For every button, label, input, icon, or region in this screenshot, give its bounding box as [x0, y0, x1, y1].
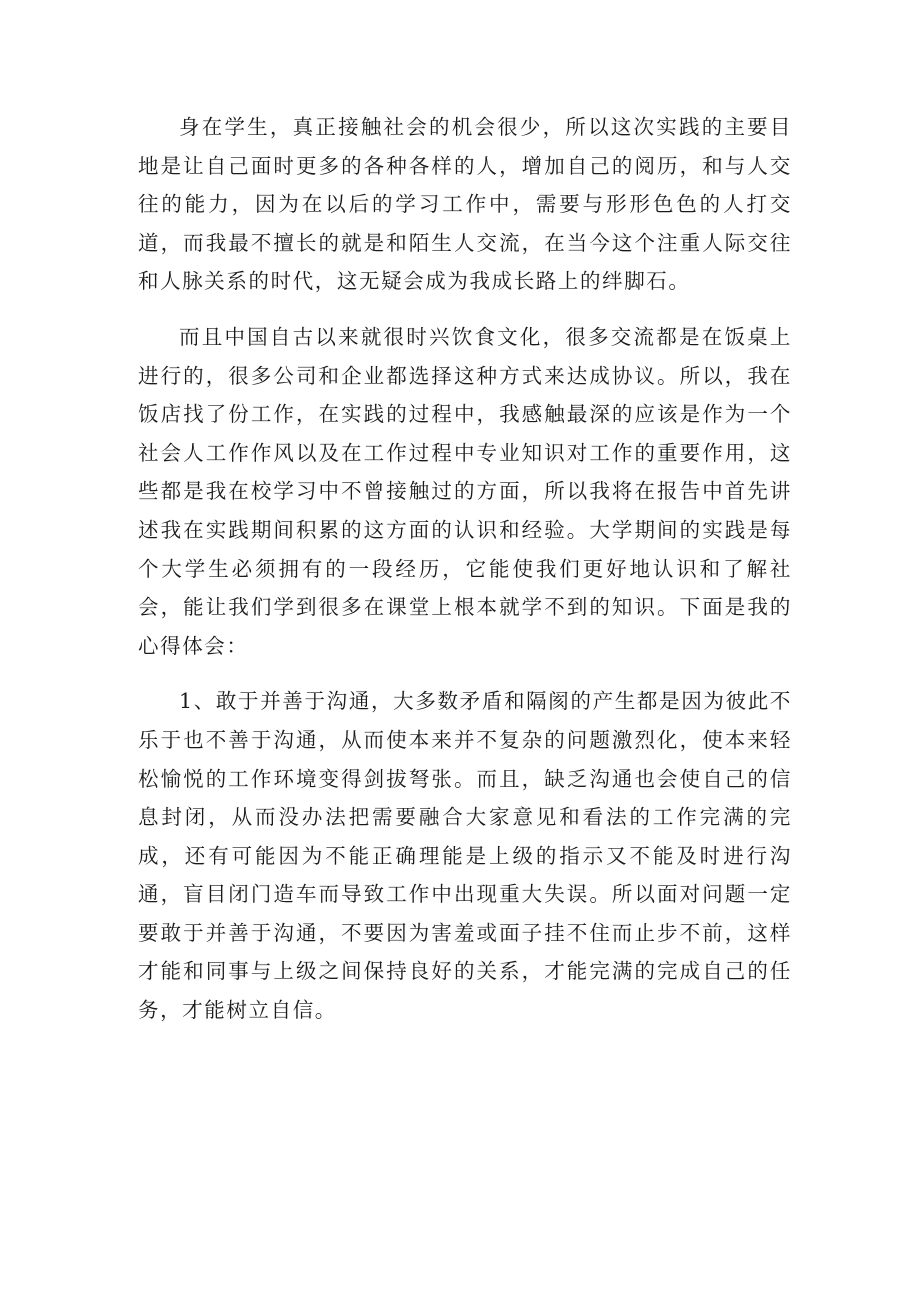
- paragraph-communication: 1、敢于并善于沟通，大多数矛盾和隔阂的产生都是因为彼此不乐于也不善于沟通，从而使本来并不复杂的问题激烈化，使本来轻松愉悦的工作环境变得剑拔弩张。而且，缺乏沟通也会使自己的信息封闭，从而没办法把需要融合大家意见和看法的工作完满的完成，还有可能因为不能正确理能是上级的指示又不能及时进行沟通，盲目闭门造车而导致工作中出现重大失误。所以面对问题一定要敢于并善于沟通，不要因为害羞或面子挂不住而止步不前，这样才能和同事与上级之间保持良好的关系，才能完满的完成自己的任务，才能树立自信。: [138, 689, 792, 1023]
- paragraph-food-culture: 而且中国自古以来就很时兴饮食文化，很多交流都是在饭桌上进行的，很多公司和企业都选择这种方式来达成协议。所以，我在饭店找了份工作，在实践的过程中，我感触最深的应该是作为一个社会人工作作风以及在工作过程中专业知识对工作的重要作用，这些都是我在校学习中不曾接触过的方面，所以我将在报告中首先讲述我在实践期间积累的这方面的认识和经验。大学期间的实践是每个大学生必须拥有的一段经历，它能使我们更好地认识和了解社会，能让我们学到很多在课堂上根本就学不到的知识。下面是我的心得体会：: [138, 324, 792, 658]
- document-body: [138, 108, 792, 1030]
- paragraph-purpose: 身在学生，真正接触社会的机会很少，所以这次实践的主要目地是让自己面时更多的各种各样的人，增加自己的阅历，和与人交往的能力，因为在以后的学习工作中，需要与形形色色的人打交道，而我最不擅长的就是和陌生人交流，在当今这个注重人际交往和人脉关系的时代，这无疑会成为我成长路上的绊脚石。: [138, 115, 792, 294]
